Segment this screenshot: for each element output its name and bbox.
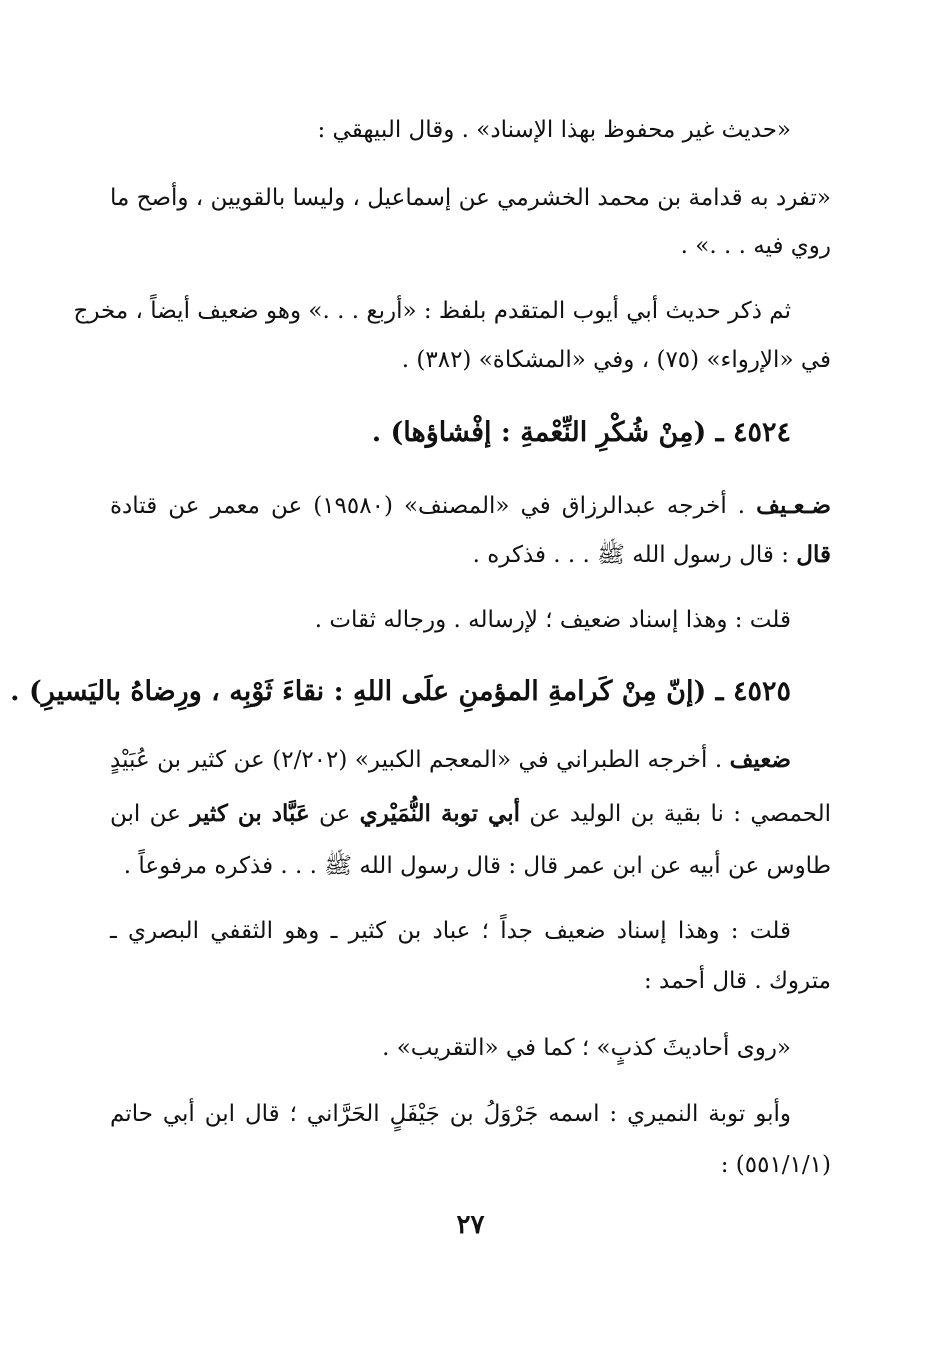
text-line: قلت : وهذا إسناد ضعيف جداً ؛ عباد بن كثير ـ وهو الثقفي البصري ـ: [110, 918, 791, 944]
text-line: طاوس عن أبيه عن ابن عمر قال : قال رسول الله ﷺ . . . فذكره مرفوعاً .: [123, 853, 831, 879]
hadith-heading-4525: ٤٥٢٥ ـ (إنّ مِنْ كَرامةِ المؤمنِ علَى اللهِ : نقاءَ ثَوْبِه ، ورِضاهُ باليَسيرِ) .: [10, 676, 791, 707]
bold-word: قال: [796, 541, 831, 568]
text-line: وأبو توبة النميري : اسمه جَرْوَلُ بن جَيْفَلٍ الحَرَّاني ؛ قال ابن أبي حاتم: [110, 1101, 791, 1127]
text-line: ثم ذكر حديث أبي أيوب المتقدم بلفظ : «أربع . . .» وهو ضعيف أيضاً ، مخرج: [73, 298, 791, 324]
narrator-name: عَبَّاد بن كثير: [190, 800, 310, 827]
text-line: [110, 743, 791, 777]
grading-label: ضـعـيف: [756, 492, 831, 519]
text-line: [110, 489, 831, 523]
text-span: عن ابن: [110, 801, 191, 827]
text-line: متروك . قال أحمد :: [643, 968, 831, 994]
text-line: «روى أحاديثَ كذبٍ» ؛ كما في «التقريب» .: [382, 1035, 791, 1061]
text-line: (٥٥١/١/١) :: [720, 1152, 831, 1178]
grading-label: ضعيف: [729, 746, 791, 773]
text-line: «حديث غير محفوظ بهذا الإسناد» . وقال البيهقي :: [317, 117, 791, 143]
text-line: [110, 797, 831, 831]
text-span: الحمصي : نا بقية بن الوليد عن: [519, 801, 832, 827]
text-line: قلت : وهذا إسناد ضعيف ؛ لإرساله . ورجاله ثقات .: [314, 607, 791, 633]
text-span: عن: [309, 801, 360, 827]
page-number: ٢٧: [456, 1210, 485, 1240]
text-span: . أخرجه عبدالرزاق في «المصنف» (١٩٥٨٠) عن معمر عن قتادة: [110, 493, 757, 519]
text-line: [110, 538, 831, 572]
text-span: . أخرجه الطبراني في «المعجم الكبير» (٢/٢٠٢) عن كثير بن عُبَيْدٍ: [110, 747, 730, 773]
text-line: في «الإرواء» (٧٥) ، وفي «المشكاة» (٣٨٢) .: [401, 347, 831, 373]
narrator-name: أبي توبة النُّمَيْري: [359, 800, 520, 827]
text-line: «تفرد به قدامة بن محمد الخشرمي عن إسماعيل ، وليسا بالقويين ، وأصح ما: [109, 185, 831, 211]
text-span: : قال رسول الله ﷺ . . . فذكره .: [472, 542, 797, 568]
text-line: روي فيه . . .» .: [680, 233, 831, 259]
hadith-heading-4524: ٤٥٢٤ ـ (مِنْ شُكْرِ النِّعْمةِ : إفْشاؤها) .: [371, 417, 791, 448]
